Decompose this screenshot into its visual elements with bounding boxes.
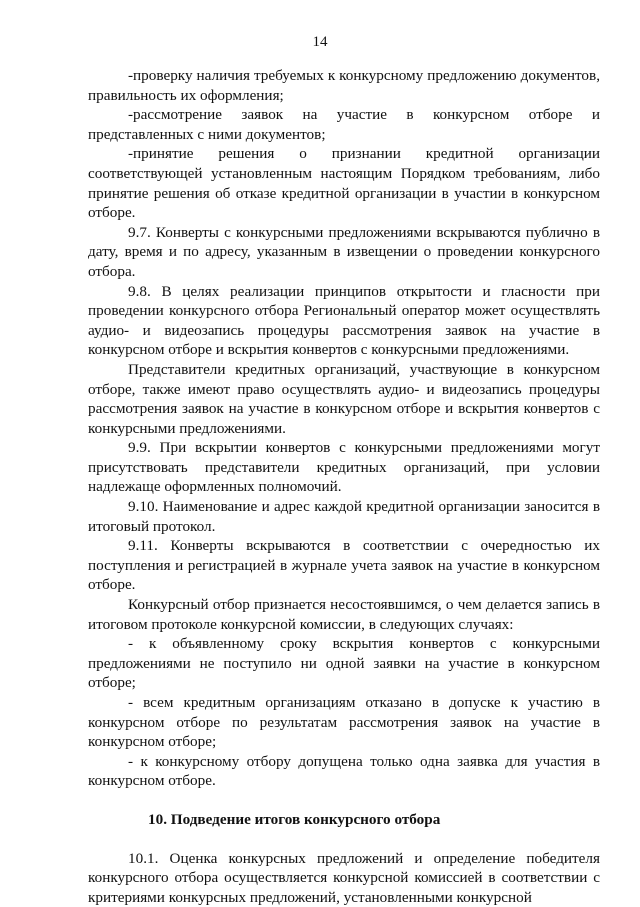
- paragraph-review-applications: -рассмотрение заявок на участие в конкурсном отборе и представленных с ними документов;: [88, 106, 600, 143]
- page-number: 14: [312, 34, 328, 50]
- paragraph-representatives: Представители кредитных организаций, участвующие в конкурсном отборе, также имеют право осуществлять аудио- и видеозапись процедуры рассмотрения заявок на участие в конкурсном отборе и вскрытия конвертов с конкурсными предложениями.: [88, 360, 600, 437]
- paragraph-case-single-application: - к конкурсному отбору допущена только одна заявка для участия в конкурсном отборе.: [88, 752, 600, 790]
- paragraph-9-8: 9.8. В целях реализации принципов открытости и гласности при проведении конкурсного отбора Региональный оператор может осуществлять аудио- и видеозапись процедуры рассмотрения заявок на участие в конкурсном отборе и вскрытия конвертов с конкурсными предложениями.: [88, 282, 600, 359]
- paragraph-9-11: 9.11. Конверты вскрываются в соответствии с очередностью их поступления и регистрацией в журнале учета заявок на участие в конкурсном отборе.: [88, 537, 600, 594]
- paragraph-case-no-applications: - к объявленному сроку вскрытия конвертов с конкурсными предложениями не поступило ни одной заявки на участие в конкурсном отборе;: [88, 635, 600, 692]
- document-body: [88, 66, 600, 907]
- paragraph-failed-selection: Конкурсный отбор признается несостоявшимся, о чем делается запись в итоговом протоколе конкурсной комиссии, в следующих случаях:: [88, 596, 600, 633]
- section-heading: 10. Подведение итогов конкурсного отбора: [148, 810, 441, 828]
- paragraph-9-9: 9.9. При вскрытии конвертов с конкурсными предложениями могут присутствовать представители кредитных организаций, при условии надлежаще оформленных полномочий.: [88, 439, 600, 496]
- paragraph-case-all-refused: - всем кредитным организациям отказано в допуске к участию в конкурсном отборе по результатам рассмотрения заявок на участие в конкурсном отборе;: [88, 694, 600, 751]
- paragraph-10-1: 10.1. Оценка конкурсных предложений и определение победителя конкурсного отбора осуществляется конкурсной комиссией в соответствии с критериями конкурсных предложений, установленными конкурсной: [88, 849, 600, 906]
- paragraph-check-documents: -проверку наличия требуемых к конкурсному предложению документов, правильность их оформления;: [88, 67, 600, 104]
- paragraph-9-7: 9.7. Конверты с конкурсными предложениями вскрываются публично в дату, время и по адресу, указанным в извещении о проведении конкурсного отбора.: [88, 223, 600, 280]
- paragraph-9-10: 9.10. Наименование и адрес каждой кредитной организации заносится в итоговый протокол.: [88, 498, 600, 535]
- paragraph-decision: -принятие решения о признании кредитной организации соответствующей установленным настоящим Порядком требованиям, либо принятие решения об отказе кредитной организации в участии в конкурсном отборе.: [88, 145, 600, 222]
